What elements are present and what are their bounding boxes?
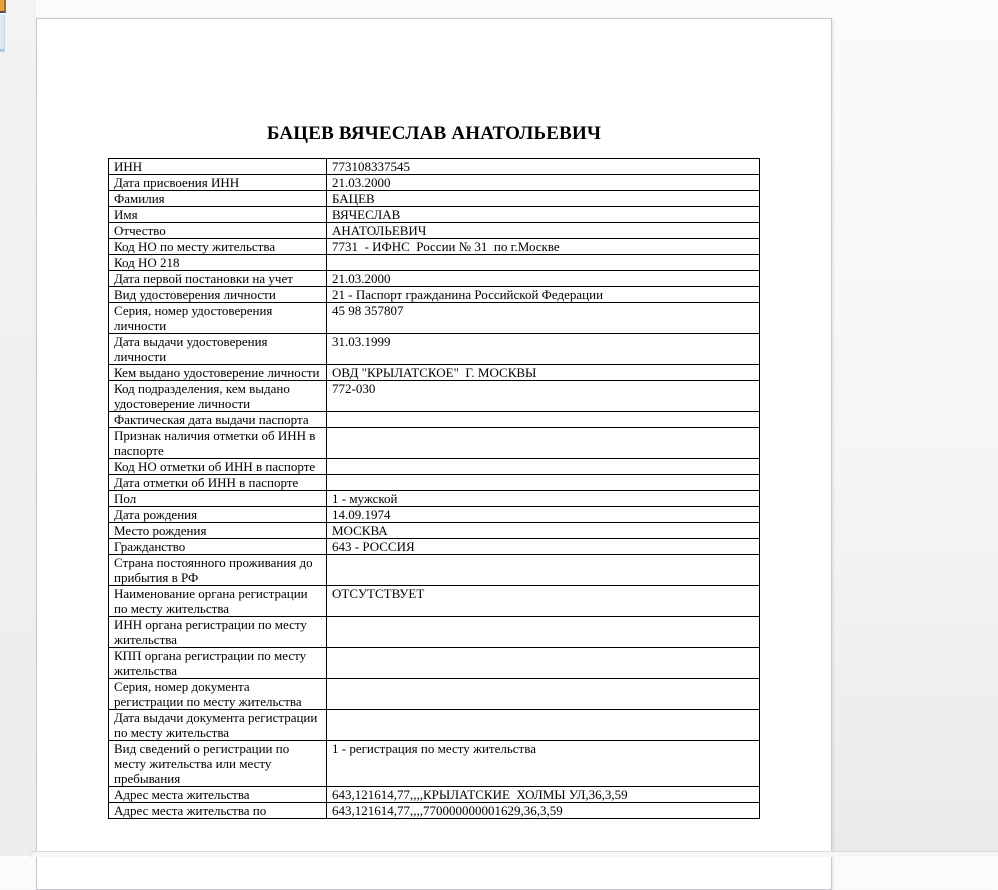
person-data-table bbox=[108, 158, 760, 819]
table-row bbox=[109, 255, 760, 271]
field-value bbox=[327, 475, 760, 491]
field-label: Гражданство bbox=[109, 539, 327, 555]
field-label: Вид сведений о регистрации по месту жительства или месту пребывания bbox=[109, 741, 327, 787]
table-row bbox=[109, 679, 760, 710]
field-value bbox=[327, 555, 760, 586]
field-value: 45 98 357807 bbox=[327, 303, 760, 334]
field-label: Код НО 218 bbox=[109, 255, 327, 271]
background-window-fragment-orange[interactable] bbox=[0, 0, 6, 13]
foreground-window-top-edge[interactable] bbox=[30, 851, 998, 857]
table-row bbox=[109, 459, 760, 475]
table-row bbox=[109, 159, 760, 175]
field-value bbox=[327, 710, 760, 741]
field-label: Наименование органа регистрации по месту жительства bbox=[109, 586, 327, 617]
table-row bbox=[109, 539, 760, 555]
field-label: Признак наличия отметки об ИНН в паспорте bbox=[109, 428, 327, 459]
table-row bbox=[109, 381, 760, 412]
field-value bbox=[327, 428, 760, 459]
table-row bbox=[109, 334, 760, 365]
table-row bbox=[109, 491, 760, 507]
field-label: Отчество bbox=[109, 223, 327, 239]
field-label: ИНН bbox=[109, 159, 327, 175]
table-row bbox=[109, 271, 760, 287]
field-label: Вид удостоверения личности bbox=[109, 287, 327, 303]
table-row bbox=[109, 303, 760, 334]
background-window-fragment-blue[interactable] bbox=[0, 15, 5, 52]
desktop-background-gutter bbox=[0, 0, 36, 856]
field-value: 772-030 bbox=[327, 381, 760, 412]
table-row bbox=[109, 710, 760, 741]
field-value bbox=[327, 679, 760, 710]
field-value: 1 - мужской bbox=[327, 491, 760, 507]
field-value: ОВД "КРЫЛАТСКОЕ" Г. МОСКВЫ bbox=[327, 365, 760, 381]
table-row bbox=[109, 555, 760, 586]
table-row bbox=[109, 191, 760, 207]
field-label: Имя bbox=[109, 207, 327, 223]
field-value: 21.03.2000 bbox=[327, 175, 760, 191]
table-row bbox=[109, 428, 760, 459]
field-label: ИНН органа регистрации по месту жительства bbox=[109, 617, 327, 648]
field-label: Фактическая дата выдачи паспорта bbox=[109, 412, 327, 428]
field-label: Адрес места жительства bbox=[109, 787, 327, 803]
table-row bbox=[109, 239, 760, 255]
field-value bbox=[327, 459, 760, 475]
table-row bbox=[109, 586, 760, 617]
field-value bbox=[327, 617, 760, 648]
field-value: АНАТОЛЬЕВИЧ bbox=[327, 223, 760, 239]
field-value: 1 - регистрация по месту жительства bbox=[327, 741, 760, 787]
field-label: Код НО по месту жительства bbox=[109, 239, 327, 255]
field-label: Серия, номер документа регистрации по месту жительства bbox=[109, 679, 327, 710]
field-label: Кем выдано удостоверение личности bbox=[109, 365, 327, 381]
field-label: Дата выдачи документа регистрации по месту жительства bbox=[109, 710, 327, 741]
table-row bbox=[109, 741, 760, 787]
field-value bbox=[327, 412, 760, 428]
field-label: Код подразделения, кем выдано удостоверение личности bbox=[109, 381, 327, 412]
field-value: 21.03.2000 bbox=[327, 271, 760, 287]
table-row bbox=[109, 223, 760, 239]
field-value: 7731 - ИФНС России № 31 по г.Москве bbox=[327, 239, 760, 255]
table-row bbox=[109, 787, 760, 803]
field-value bbox=[327, 255, 760, 271]
document-title: БАЦЕВ ВЯЧЕСЛАВ АНАТОЛЬЕВИЧ bbox=[266, 123, 602, 144]
field-label: Серия, номер удостоверения личности bbox=[109, 303, 327, 334]
field-value: 21 - Паспорт гражданина Российской Федерации bbox=[327, 287, 760, 303]
field-value: ОТСУТСТВУЕТ bbox=[327, 586, 760, 617]
field-label: Код НО отметки об ИНН в паспорте bbox=[109, 459, 327, 475]
field-label: Место рождения bbox=[109, 523, 327, 539]
table-row bbox=[109, 507, 760, 523]
field-label: КПП органа регистрации по месту жительства bbox=[109, 648, 327, 679]
field-value: МОСКВА bbox=[327, 523, 760, 539]
field-label: Дата первой постановки на учет bbox=[109, 271, 327, 287]
field-label: Дата рождения bbox=[109, 507, 327, 523]
document-page bbox=[36, 18, 832, 890]
field-value: 773108337545 bbox=[327, 159, 760, 175]
table-row bbox=[109, 287, 760, 303]
table-row bbox=[109, 648, 760, 679]
field-value: 14.09.1974 bbox=[327, 507, 760, 523]
field-label: Пол bbox=[109, 491, 327, 507]
table-row bbox=[109, 617, 760, 648]
person-data-table-body bbox=[109, 159, 760, 819]
field-value: БАЦЕВ bbox=[327, 191, 760, 207]
field-label: Дата выдачи удостоверения личности bbox=[109, 334, 327, 365]
field-value: 643,121614,77,,,,770000000001629,36,3,59 bbox=[327, 803, 760, 819]
field-label: Страна постоянного проживания до прибытия в РФ bbox=[109, 555, 327, 586]
table-row bbox=[109, 207, 760, 223]
field-value: ВЯЧЕСЛАВ bbox=[327, 207, 760, 223]
table-row bbox=[109, 523, 760, 539]
field-label: Дата присвоения ИНН bbox=[109, 175, 327, 191]
table-row bbox=[109, 475, 760, 491]
field-label: Дата отметки об ИНН в паспорте bbox=[109, 475, 327, 491]
field-value: 643,121614,77,,,,КРЫЛАТСКИЕ ХОЛМЫ УЛ,36,3,59 bbox=[327, 787, 760, 803]
field-label: Адрес места жительства по bbox=[109, 803, 327, 819]
field-value: 643 - РОССИЯ bbox=[327, 539, 760, 555]
table-row bbox=[109, 803, 760, 819]
table-row bbox=[109, 412, 760, 428]
table-row bbox=[109, 365, 760, 381]
field-value: 31.03.1999 bbox=[327, 334, 760, 365]
field-value bbox=[327, 648, 760, 679]
field-label: Фамилия bbox=[109, 191, 327, 207]
table-row bbox=[109, 175, 760, 191]
